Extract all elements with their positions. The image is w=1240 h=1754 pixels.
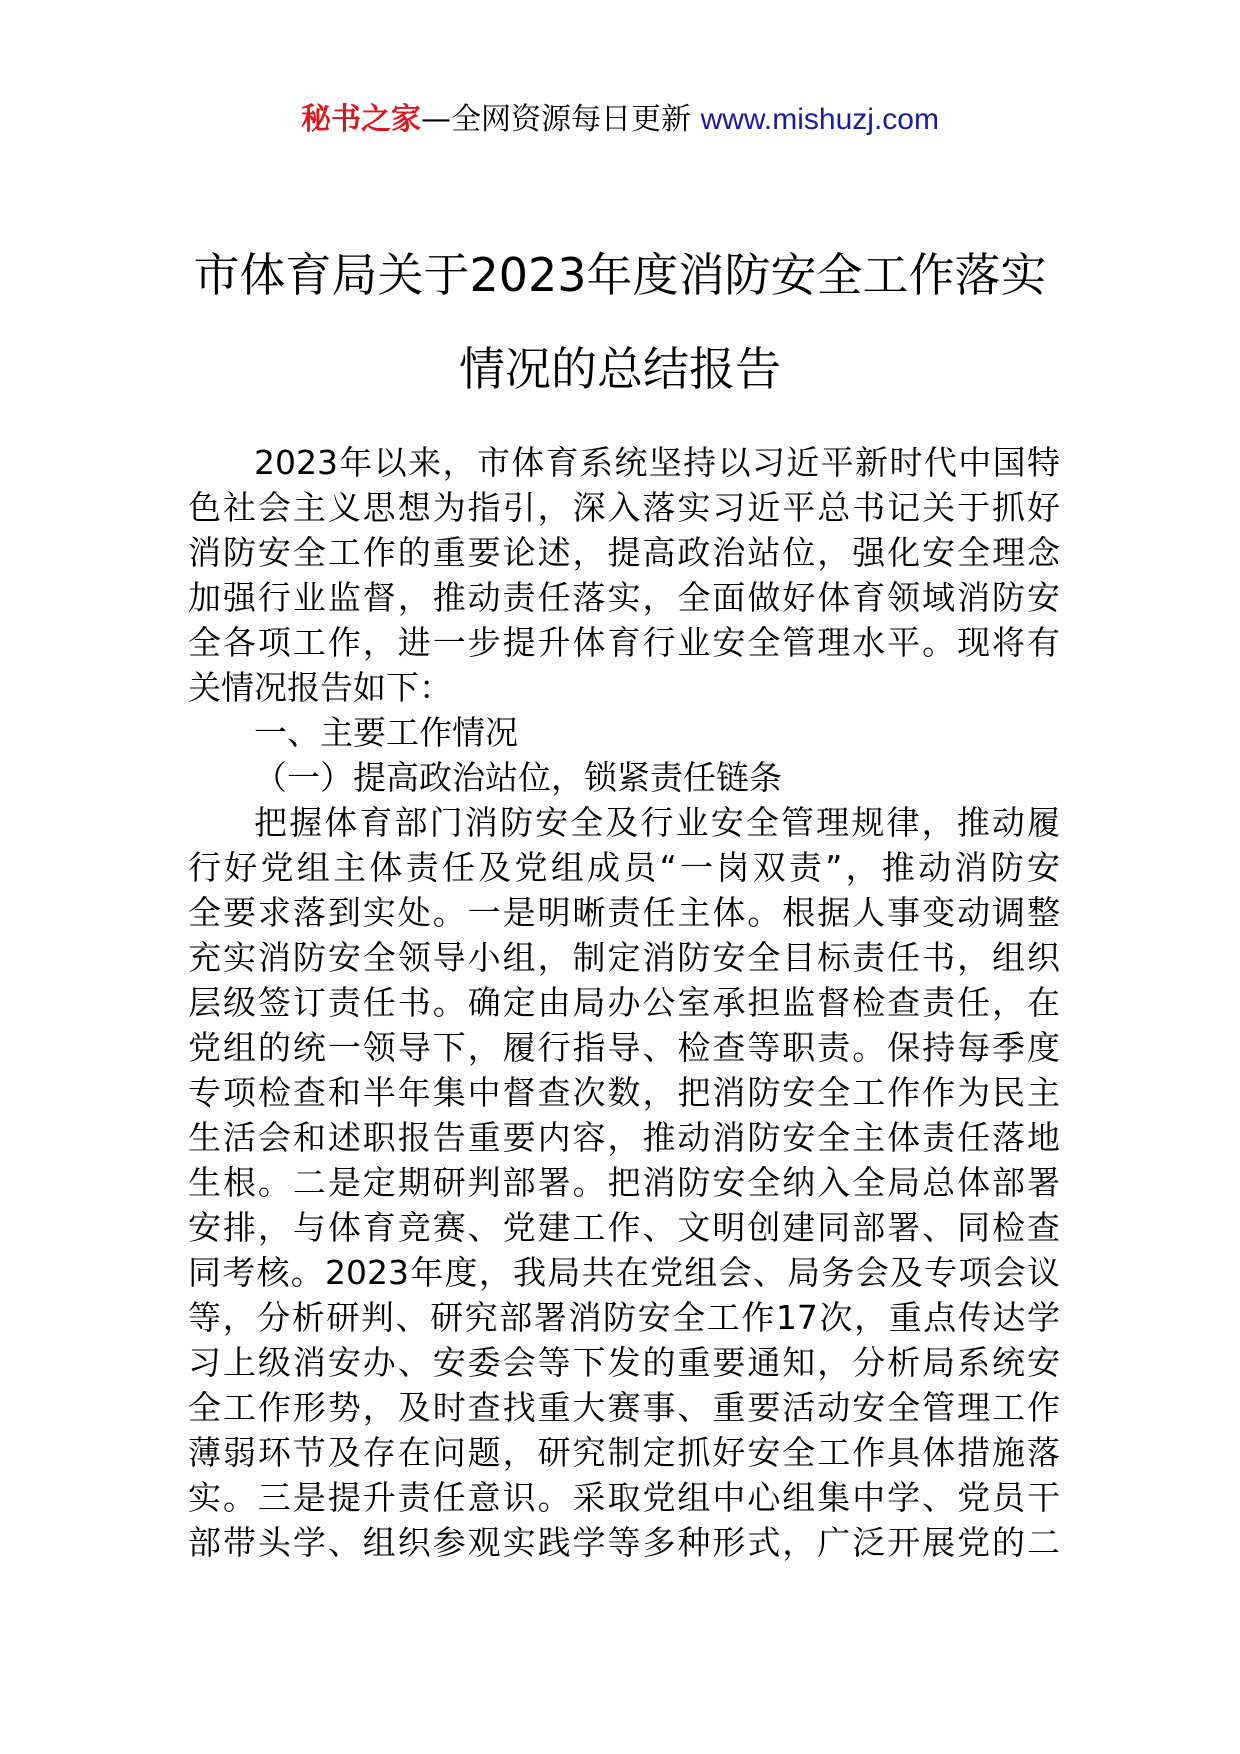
body-line: 党组的统一领导下，履行指导、检查等职责。保持每季度 [188,1028,1060,1067]
site-brand-name: 秘书之家 [301,102,422,137]
body-line: 色社会主义思想为指引，深入落实习近平总书记关于抓好 [188,488,1060,527]
document-title-line-2: 情况的总结报告 [459,342,781,396]
body-line: 生活会和述职报告重要内容，推动消防安全主体责任落地 [188,1118,1060,1157]
body-line: 专项检查和半年集中督查次数，把消防安全工作作为民主 [188,1073,1060,1112]
document-title [0,228,1240,416]
body-line: 充实消防安全领导小组，制定消防安全目标责任书，组织 [188,938,1060,977]
section-heading: 一、主要工作情况 [254,713,518,752]
body-line: 全工作形势，及时查找重大赛事、重要活动安全管理工作 [188,1388,1060,1427]
body-line: 生根。二是定期研判部署。把消防安全纳入全局总体部署 [188,1163,1060,1202]
body-line: 把握体育部门消防安全及行业安全管理规律，推动履 [254,803,1060,842]
body-line: 消防安全工作的重要论述，提高政治站位，强化安全理念 [188,533,1060,572]
body-line: 层级签订责任书。确定由局办公室承担监督检查责任，在 [188,983,1060,1022]
body-line: 同考核。2023年度，我局共在党组会、局务会及专项会议 [188,1253,1060,1292]
document-body [188,440,1060,1565]
body-line: 等，分析研判、研究部署消防安全工作17次，重点传达学 [188,1298,1060,1337]
body-line: 行好党组主体责任及党组成员“一岗双责”，推动消防安 [188,848,1060,887]
site-header-banner [0,100,1240,140]
body-line: 加强行业监督，推动责任落实，全面做好体育领域消防安 [188,578,1060,617]
site-tagline: —全网资源每日更新 [421,102,692,137]
body-line: 2023年以来，市体育系统坚持以习近平新时代中国特 [254,443,1060,482]
body-line: 部带头学、组织参观实践学等多种形式，广泛开展党的二 [188,1523,1060,1562]
body-line: 实。三是提升责任意识。采取党组中心组集中学、党员干 [188,1478,1060,1517]
body-line: 全各项工作，进一步提升体育行业安全管理水平。现将有 [188,623,1060,662]
body-line: 习上级消安办、安委会等下发的重要通知，分析局系统安 [188,1343,1060,1382]
body-line: 薄弱环节及存在问题，研究制定抓好安全工作具体措施落 [188,1433,1060,1472]
document-title-line-1: 市体育局关于2023年度消防安全工作落实 [193,248,1047,302]
body-line: 关情况报告如下： [188,668,452,707]
body-line: 全要求落到实处。一是明晰责任主体。根据人事变动调整 [188,893,1060,932]
site-url-link[interactable]: www.mishuzj.com [700,103,939,136]
subsection-heading: （一）提高政治站位，锁紧责任链条 [254,758,782,797]
body-line: 安排，与体育竞赛、党建工作、文明创建同部署、同检查 [188,1208,1060,1247]
